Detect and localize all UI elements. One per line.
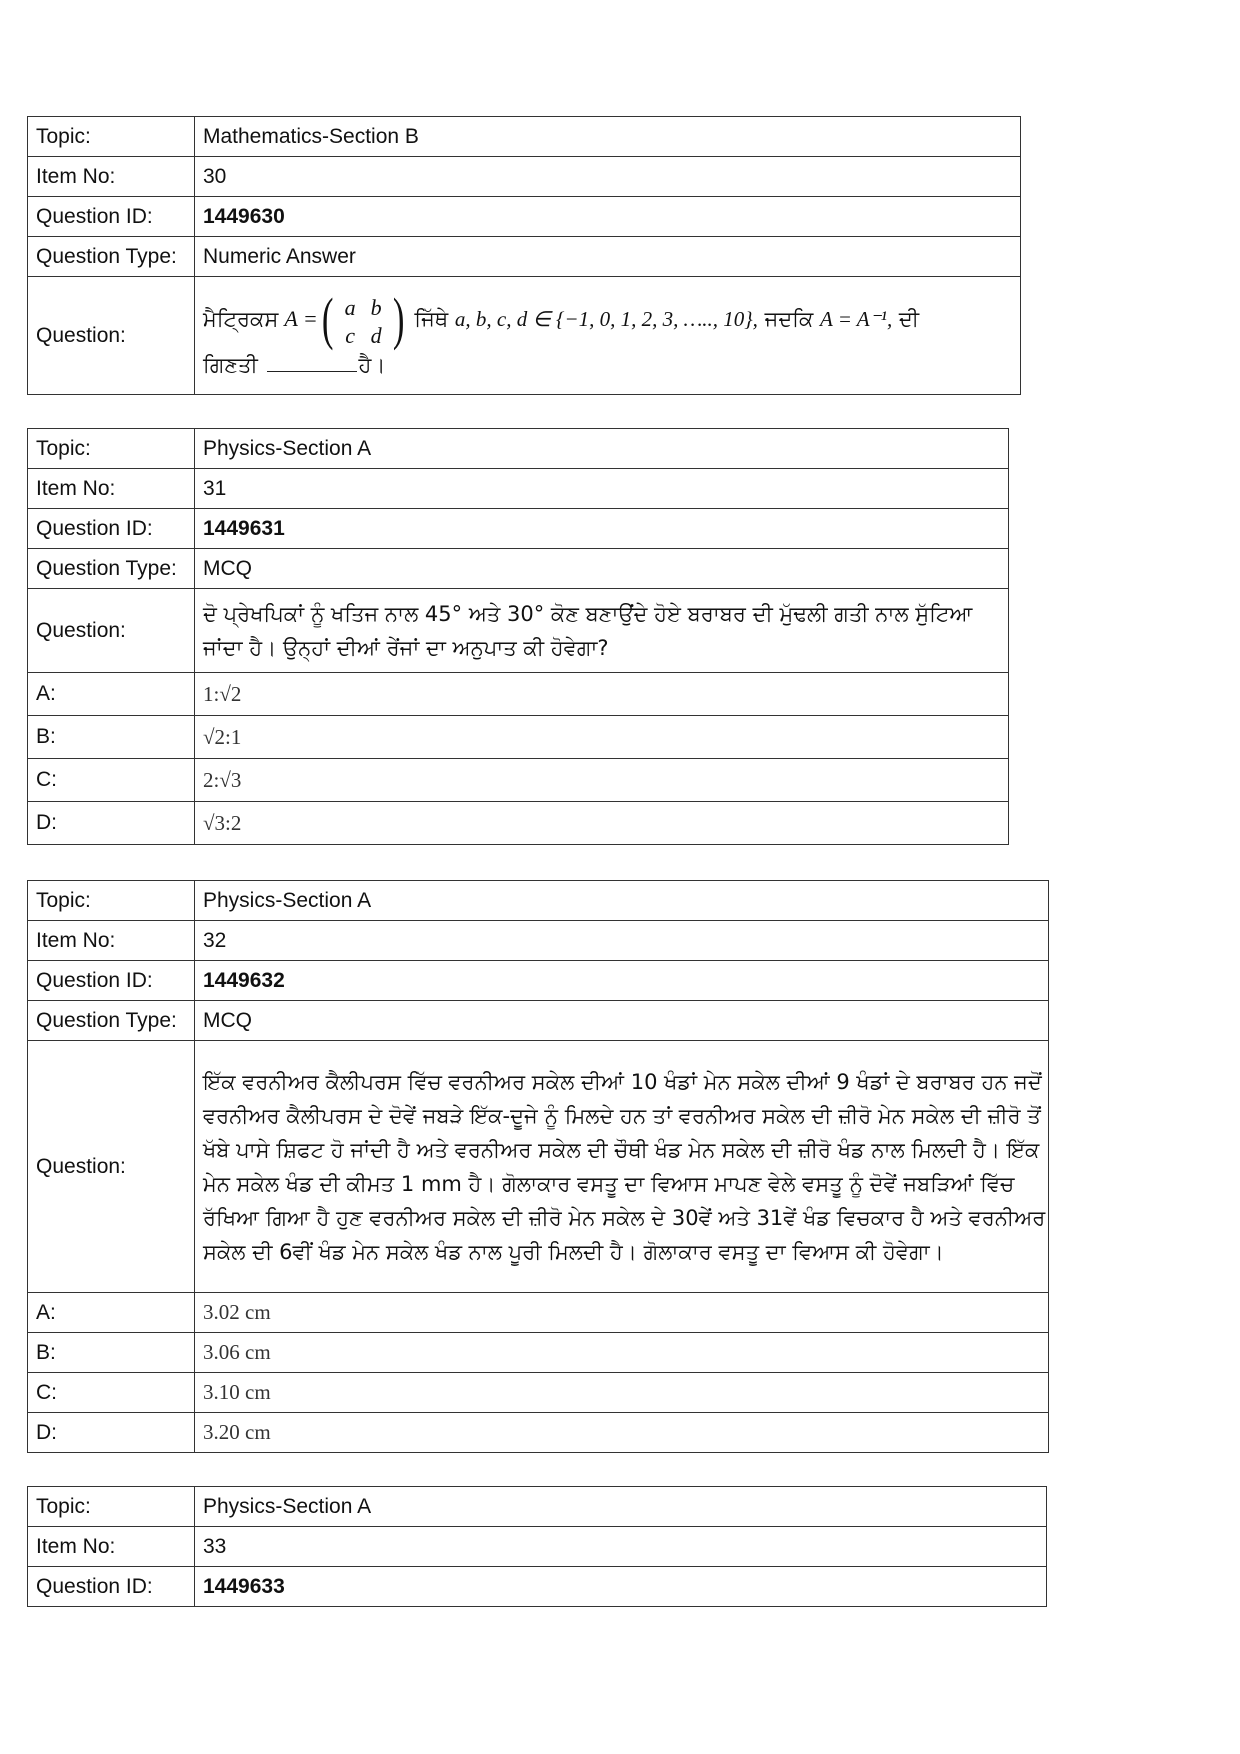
item-no-value: 32	[195, 921, 1049, 961]
item-no-value: 30	[195, 157, 1021, 197]
question-row	[28, 589, 1009, 673]
option-c-label: C:	[28, 1373, 195, 1413]
topic-row	[28, 1487, 1047, 1527]
item-no-row	[28, 1527, 1047, 1567]
option-b-value: √2:1	[195, 716, 1009, 759]
question-row	[28, 1041, 1049, 1293]
item-no-row	[28, 157, 1021, 197]
matrix-label: A =	[284, 305, 318, 331]
option-c-value: 3.10 cm	[195, 1373, 1049, 1413]
question-id-label: Question ID:	[28, 509, 195, 549]
option-a-label: A:	[28, 673, 195, 716]
item-no-label: Item No:	[28, 469, 195, 509]
item-no-row	[28, 469, 1009, 509]
question-32-table	[27, 880, 1049, 1453]
question-label: Question:	[28, 589, 195, 673]
question-type-value: MCQ	[195, 549, 1009, 589]
left-paren: (	[321, 285, 334, 351]
option-c-row	[28, 759, 1009, 802]
right-paren: )	[392, 285, 405, 351]
question-suffix: ਦੀ	[898, 306, 920, 331]
option-a-row	[28, 673, 1009, 716]
topic-label: Topic:	[28, 429, 195, 469]
option-c-label: C:	[28, 759, 195, 802]
topic-row	[28, 117, 1021, 157]
option-c-value: 2:√3	[195, 759, 1009, 802]
question-id-row	[28, 1567, 1047, 1607]
question-text: ਇੱਕ ਵਰਨੀਅਰ ਕੈਲੀਪਰਸ ਵਿੱਚ ਵਰਨੀਅਰ ਸਕੇਲ ਦੀਆਂ 10 ਖੰਡਾਂ ਮੇਨ ਸਕੇਲ ਦੀਆਂ 9 ਖੰਡਾਂ ਦੇ ਬਰਾਬਰ ਹਨ ਜਦੋਂ ਵਰਨੀਅਰ ਕੈਲੀਪਰਸ ਦੇ ਦੋਵੇਂ ਜਬੜੇ ਇੱਕ-ਦੂਜੇ ਨੂੰ ਮਿਲਦੇ ਹਨ ਤਾਂ ਵਰਨੀਅਰ ਸਕੇਲ ਦੀ ਜ਼ੀਰੋ ਮੇਨ ਸਕੇਲ ਦੀ ਜ਼ੀਰੋ ਤੋਂ ਖੱਬੇ ਪਾਸੇ ਸ਼ਿਫਟ ਹੋ ਜਾਂਦੀ ਹੈ ਅਤੇ ਵਰਨੀਅਰ ਸਕੇਲ ਦੀ ਚੌਥੀ ਖੰਡ ਮੇਨ ਸਕੇਲ ਦੀ ਜ਼ੀਰੋ ਖੰਡ ਨਾਲ ਮਿਲਦੀ ਹੈ। ਇੱਕ ਮੇਨ ਸਕੇਲ ਖੰਡ ਦੀ ਕੀਮਤ 1 mm ਹੈ। ਗੋਲਾਕਾਰ ਵਸਤੂ ਦਾ ਵਿਆਸ ਮਾਪਣ ਵੇਲੇ ਵਸਤੂ ਨੂੰ ਦੋਵੇਂ ਜਬੜਿਆਂ ਵਿੱਚ ਰੱਖਿਆ ਗਿਆ ਹੈ ਹੁਣ ਵਰਨੀਅਰ ਸਕੇਲ ਦੀ ਜ਼ੀਰੋ ਮੇਨ ਸਕੇਲ ਦੇ 30ਵੇਂ ਅਤੇ 31ਵੇਂ ਖੰਡ ਵਿਚਕਾਰ ਹੈ ਅਤੇ ਵਰਨੀਅਰ ਸਕੇਲ ਦੀ 6ਵੀਂ ਖੰਡ ਮੇਨ ਸਕੇਲ ਖੰਡ ਨਾਲ ਪੂਰੀ ਮਿਲਦੀ ਹੈ। ਗੋਲਾਕਾਰ ਵਸਤੂ ਦਾ ਵਿਆਸ ਕੀ ਹੋਵੇਗਾ।	[195, 1041, 1049, 1293]
item-no-label: Item No:	[28, 1527, 195, 1567]
option-b-label: B:	[28, 1333, 195, 1373]
question-mid: ਜਿੱਥੇ	[414, 306, 449, 331]
question-type-row	[28, 549, 1009, 589]
item-no-value: 33	[195, 1527, 1047, 1567]
option-a-value: 3.02 cm	[195, 1293, 1049, 1333]
matrix-cell: b	[370, 294, 382, 320]
matrix-cell: a	[344, 294, 356, 320]
topic-value: Physics-Section A	[195, 429, 1009, 469]
item-no-label: Item No:	[28, 921, 195, 961]
question-line-1	[203, 285, 1020, 351]
question-text	[195, 277, 1021, 395]
line2-start: ਗਿਣਤੀ	[203, 352, 258, 377]
topic-value: Mathematics-Section B	[195, 117, 1021, 157]
question-type-row	[28, 237, 1021, 277]
question-id-label: Question ID:	[28, 197, 195, 237]
option-a-value: 1:√2	[195, 673, 1009, 716]
question-id-value: 1449630	[195, 197, 1021, 237]
option-d-row	[28, 802, 1009, 845]
option-d-label: D:	[28, 1413, 195, 1453]
question-33-table	[27, 1486, 1047, 1607]
question-row	[28, 277, 1021, 395]
question-line-2	[203, 348, 1020, 382]
item-no-row	[28, 921, 1049, 961]
line2-end: ਹੈ।	[358, 352, 386, 377]
question-label: Question:	[28, 1041, 195, 1293]
question-type-label: Question Type:	[28, 549, 195, 589]
option-b-row	[28, 716, 1009, 759]
option-a-label: A:	[28, 1293, 195, 1333]
item-no-value: 31	[195, 469, 1009, 509]
option-c-row	[28, 1373, 1049, 1413]
item-no-label: Item No:	[28, 157, 195, 197]
topic-row	[28, 881, 1049, 921]
topic-value: Physics-Section A	[195, 881, 1049, 921]
topic-label: Topic:	[28, 1487, 195, 1527]
matrix-expression	[284, 285, 408, 351]
question-type-label: Question Type:	[28, 1001, 195, 1041]
question-label: Question:	[28, 277, 195, 395]
matrix-cell: d	[370, 322, 382, 348]
condition-expression: A = A⁻¹,	[820, 306, 893, 331]
matrix-cell: c	[345, 322, 355, 348]
option-d-row	[28, 1413, 1049, 1453]
question-id-value: 1449631	[195, 509, 1009, 549]
condition-word: ਜਦਕਿ	[764, 306, 814, 331]
option-b-row	[28, 1333, 1049, 1373]
matrix-grid	[337, 291, 389, 347]
topic-row	[28, 429, 1009, 469]
question-id-label: Question ID:	[28, 961, 195, 1001]
option-d-label: D:	[28, 802, 195, 845]
answer-blank	[267, 349, 357, 372]
set-expression: a, b, c, d ∈ {−1, 0, 1, 2, 3, ….., 10},	[454, 306, 758, 331]
question-31-table	[27, 428, 1009, 845]
question-type-row	[28, 1001, 1049, 1041]
question-30-table	[27, 116, 1021, 395]
option-b-value: 3.06 cm	[195, 1333, 1049, 1373]
topic-value: Physics-Section A	[195, 1487, 1047, 1527]
question-id-value: 1449633	[195, 1567, 1047, 1607]
question-id-row	[28, 197, 1021, 237]
option-b-label: B:	[28, 716, 195, 759]
question-id-value: 1449632	[195, 961, 1049, 1001]
question-id-row	[28, 509, 1009, 549]
question-prefix: ਮੈਟ੍ਰਿਕਸ	[203, 306, 279, 331]
option-d-value: √3:2	[195, 802, 1009, 845]
question-id-row	[28, 961, 1049, 1001]
topic-label: Topic:	[28, 117, 195, 157]
question-text: ਦੋ ਪ੍ਰੇਖਪਿਕਾਂ ਨੂੰ ਖਤਿਜ ਨਾਲ 45° ਅਤੇ 30° ਕੋਣ ਬਣਾਉਂਦੇ ਹੋਏ ਬਰਾਬਰ ਦੀ ਮੁੱਢਲੀ ਗਤੀ ਨਾਲ ਸੁੱਟਿਆ ਜਾਂਦਾ ਹੈ। ਉਨ੍ਹਾਂ ਦੀਆਂ ਰੇਂਜਾਂ ਦਾ ਅਨੁਪਾਤ ਕੀ ਹੋਵੇਗਾ?	[195, 589, 1009, 673]
question-type-value: MCQ	[195, 1001, 1049, 1041]
question-type-value: Numeric Answer	[195, 237, 1021, 277]
option-d-value: 3.20 cm	[195, 1413, 1049, 1453]
topic-label: Topic:	[28, 881, 195, 921]
question-id-label: Question ID:	[28, 1567, 195, 1607]
option-a-row	[28, 1293, 1049, 1333]
question-type-label: Question Type:	[28, 237, 195, 277]
